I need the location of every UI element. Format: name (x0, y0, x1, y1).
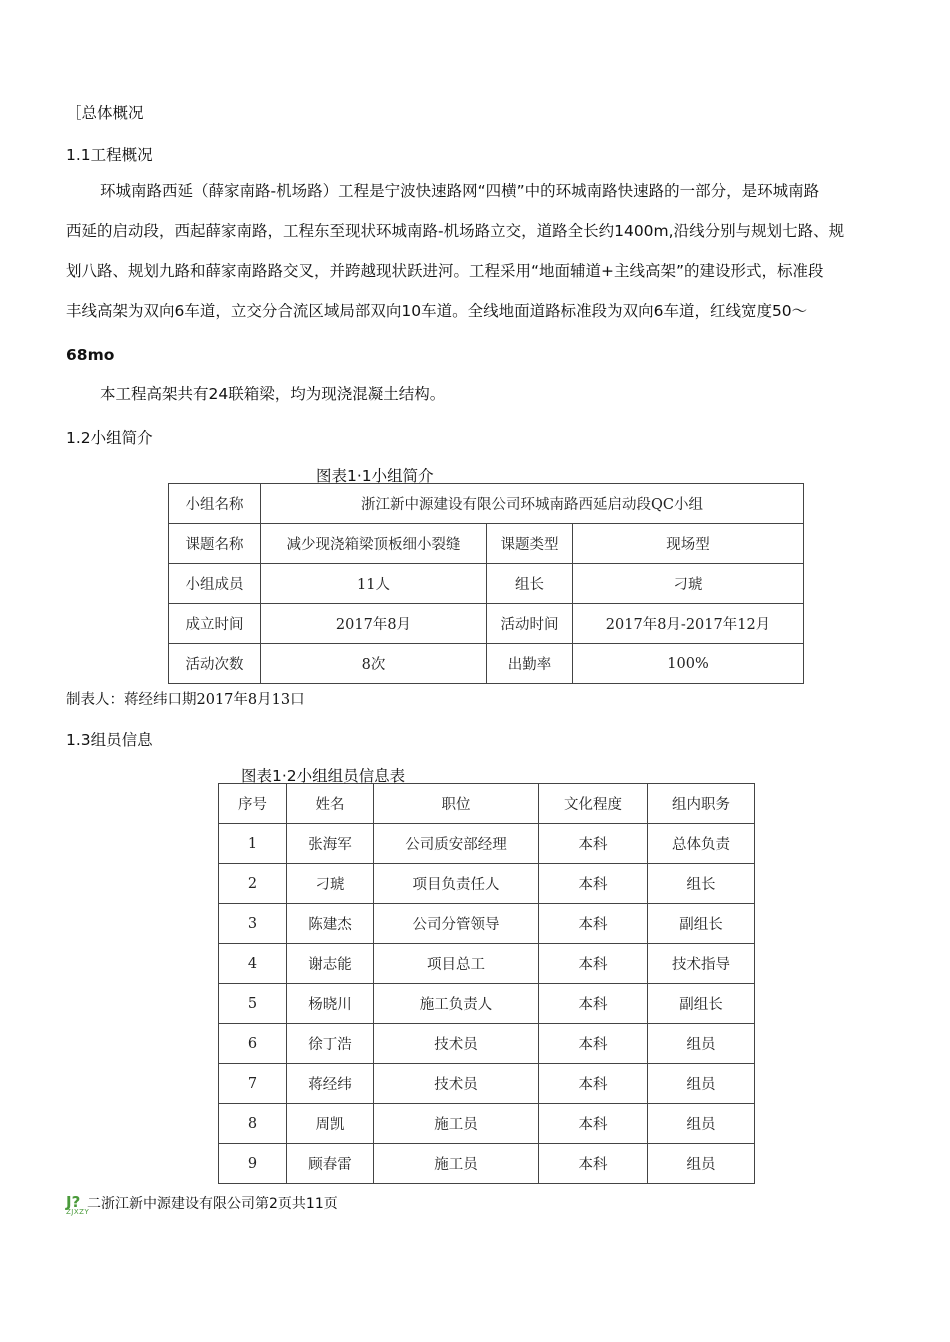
table-cell: 4 (219, 944, 287, 984)
table-cell: 副组长 (648, 904, 755, 944)
table-row (169, 564, 804, 604)
table-cell: 项目总工 (374, 944, 539, 984)
paragraph-line: 划八路、规划九路和薛家南路路交叉，并跨越现状跃进河。工程采用“地面辅道+主线高架”的建设形式，标准段 (66, 262, 824, 280)
table-cell: 技术员 (374, 1024, 539, 1064)
group-intro-table (168, 483, 804, 684)
table-cell: 本科 (539, 1024, 648, 1064)
table-cell: 施工负责人 (374, 984, 539, 1024)
table-cell: 9 (219, 1144, 287, 1184)
table-maker-note: 制表人：蒋经纬口期2017年8月13口 (66, 692, 305, 708)
table-cell-value: 2017年8月 (261, 604, 487, 644)
table-cell: 5 (219, 984, 287, 1024)
table-cell: 项目负责任人 (374, 864, 539, 904)
table-cell: 技术指导 (648, 944, 755, 984)
table-cell: 组长 (648, 864, 755, 904)
table-cell: 施工员 (374, 1144, 539, 1184)
paragraph-line: 68mo (66, 346, 115, 364)
table-header-cell: 序号 (219, 784, 287, 824)
table-cell: 组员 (648, 1104, 755, 1144)
table-cell-value: 11人 (261, 564, 487, 604)
table-header-row (219, 784, 755, 824)
table-cell-key: 组长 (487, 564, 573, 604)
table-row (219, 1144, 755, 1184)
table-header-cell: 姓名 (287, 784, 374, 824)
table-cell-value: 刁琥 (573, 564, 804, 604)
table-cell: 组员 (648, 1144, 755, 1184)
table-row (219, 1104, 755, 1144)
table-row (219, 1064, 755, 1104)
paragraph-line: 西延的启动段，西起薛家南路，工程东至现状环城南路-机场路立交，道路全长约1400m,沿线分别与规划七路、规 (66, 222, 845, 240)
table-cell: 本科 (539, 984, 648, 1024)
table-cell-value: 100% (573, 644, 804, 684)
table-cell-key: 课题类型 (487, 524, 573, 564)
table-cell: 组员 (648, 1064, 755, 1104)
table-cell: 2 (219, 864, 287, 904)
table-header-cell: 职位 (374, 784, 539, 824)
table-row (219, 864, 755, 904)
table-cell-value: 减少现浇箱梁顶板细小裂缝 (261, 524, 487, 564)
section-title-project-overview: 1.1工程概况 (66, 146, 153, 164)
table-cell: 蒋经纬 (287, 1064, 374, 1104)
table-cell-key: 小组成员 (169, 564, 261, 604)
table-cell-key: 出勤率 (487, 644, 573, 684)
table-row (219, 944, 755, 984)
company-logo (66, 1193, 89, 1216)
logo-mark: J? (66, 1193, 81, 1211)
section-heading-overview: ［总体概况 (66, 104, 144, 122)
table-cell: 组员 (648, 1024, 755, 1064)
table-cell: 公司分管领导 (374, 904, 539, 944)
table-header-cell: 文化程度 (539, 784, 648, 824)
table-cell: 陈建杰 (287, 904, 374, 944)
table-cell: 7 (219, 1064, 287, 1104)
table-cell: 周凯 (287, 1104, 374, 1144)
table-row (219, 984, 755, 1024)
paragraph-line: 环城南路西延（薛家南路-机场路）工程是宁波快速路网“四横”中的环城南路快速路的一部分，是环城南路 (100, 182, 820, 200)
table-cell-key: 活动次数 (169, 644, 261, 684)
table-cell: 刁琥 (287, 864, 374, 904)
table-cell: 杨晓川 (287, 984, 374, 1024)
table-cell-value: 浙江新中源建设有限公司环城南路西延启动段QC小组 (261, 484, 804, 524)
table-row (169, 524, 804, 564)
table-row (169, 604, 804, 644)
table-cell: 6 (219, 1024, 287, 1064)
table-cell: 1 (219, 824, 287, 864)
table-cell-value: 8次 (261, 644, 487, 684)
table2-caption: 图表1·2小组组员信息表 (241, 767, 406, 785)
section-title-group-intro: 1.2小组简介 (66, 429, 153, 447)
table-cell: 8 (219, 1104, 287, 1144)
table-cell-value: 现场型 (573, 524, 804, 564)
table-cell: 本科 (539, 1064, 648, 1104)
table-row (169, 484, 804, 524)
box-girder-paragraph: 本工程高架共有24联箱梁，均为现浇混凝土结构。 (100, 385, 446, 403)
table-cell: 本科 (539, 1104, 648, 1144)
table-cell: 顾春雷 (287, 1144, 374, 1184)
table-cell: 3 (219, 904, 287, 944)
table-row (169, 644, 804, 684)
logo-subtext: ZJXZY (66, 1208, 90, 1216)
table-cell: 徐丁浩 (287, 1024, 374, 1064)
table-cell: 总体负责 (648, 824, 755, 864)
table-row (219, 1024, 755, 1064)
table-cell-key: 成立时间 (169, 604, 261, 644)
table-cell: 本科 (539, 944, 648, 984)
table-cell: 本科 (539, 904, 648, 944)
table-row (219, 824, 755, 864)
table-cell: 公司质安部经理 (374, 824, 539, 864)
table-cell: 本科 (539, 1144, 648, 1184)
table-cell: 本科 (539, 824, 648, 864)
table-cell: 施工员 (374, 1104, 539, 1144)
paragraph-line: 丰线高架为双向6车道，立交分合流区域局部双向10车道。全线地面道路标准段为双向6车道，红线宽度50〜 (66, 302, 808, 320)
table-cell-key: 小组名称 (169, 484, 261, 524)
table-cell: 技术员 (374, 1064, 539, 1104)
table-row (219, 904, 755, 944)
page-footer-text: 二浙江新中源建设有限公司第2页共11页 (87, 1196, 338, 1212)
member-info-table (218, 783, 755, 1184)
table-header-cell: 组内职务 (648, 784, 755, 824)
table-cell-key: 课题名称 (169, 524, 261, 564)
table-cell: 副组长 (648, 984, 755, 1024)
table1-caption: 图表1·1小组简介 (316, 467, 434, 485)
table-cell: 张海军 (287, 824, 374, 864)
table-cell-key: 活动时间 (487, 604, 573, 644)
table-cell-value: 2017年8月-2017年12月 (573, 604, 804, 644)
section-title-member-info: 1.3组员信息 (66, 731, 153, 749)
table-cell: 谢志能 (287, 944, 374, 984)
table-cell: 本科 (539, 864, 648, 904)
